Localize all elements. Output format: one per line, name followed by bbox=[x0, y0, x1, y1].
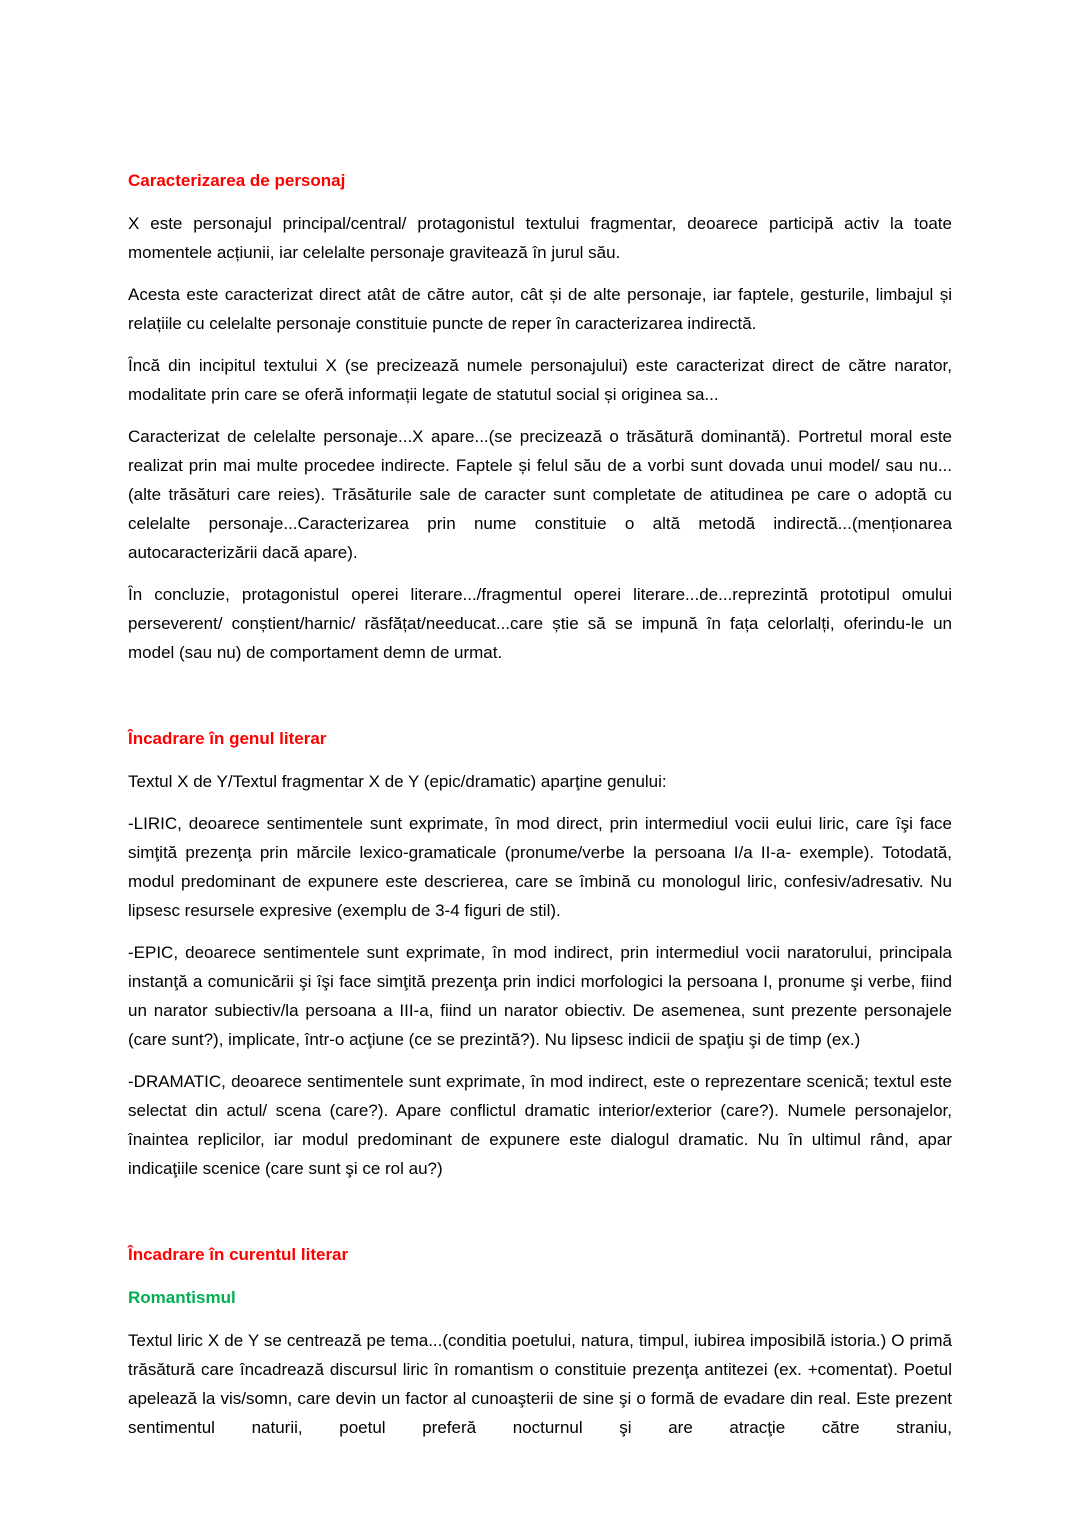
subsection-heading-romantismul: Romantismul bbox=[128, 1288, 236, 1307]
paragraph-epic: -EPIC, deoarece sentimentele sunt exprimate, în mod indirect, prin intermediul vocii naratorului, principala instanţă a comunicării şi îşi face simţită prezenţa prin indici morfologici la persoana I, pronume şi verbe, fiind un narator subiectiv/la persoana a III-a, fiind un narator obiectiv. De asemenea, sunt prezente personajele (care sunt?), implicate, într-o acţiune (ce se prezintă?). Nu lipsesc indicii de spaţiu şi de timp (ex.) bbox=[128, 943, 952, 1049]
section-incadrare-gen-literar bbox=[128, 724, 952, 1183]
paragraph: Caracterizat de celelalte personaje...X apare...(se precizează o trăsătură dominantă). Portretul moral este realizat prin mai multe procedee indirecte. Faptele și felul său de a vorbi sunt dovada unui model/ sau nu...(alte trăsături care reies). Trăsăturile sale de caracter sunt completate de atitudinea pe care o adoptă cu celelalte personaje...Caracterizarea prin nume constituie o altă metodă indirectă...(menționarea autocaracterizării dacă apare). bbox=[128, 427, 952, 562]
section-heading-curent-literar: Încadrare în curentul literar bbox=[128, 1245, 349, 1264]
section-heading-gen-literar: Încadrare în genul literar bbox=[128, 729, 327, 748]
paragraph-liric: -LIRIC, deoarece sentimentele sunt exprimate, în mod direct, prin intermediul vocii eului liric, care îşi face simţită prezenţa prin mărcile lexico-gramaticale (pronume/verbe la persoana I/a II-a- exemple). Totodată, modul predominant de expunere este descrierea, care se îmbină cu monologul liric, confesiv/adresativ. Nu lipsesc resursele expresive (exemplu de 3-4 figuri de stil). bbox=[128, 814, 952, 920]
section-heading-caracterizarea: Caracterizarea de personaj bbox=[128, 171, 346, 190]
paragraph-romantism: Textul liric X de Y se centrează pe tema...(conditia poetului, natura, timpul, iubirea imposibilă istoria.) O primă trăsătură care încadrează discursul liric în romantism o constituie prezenţa antitezei (ex. +comentat). Poetul apelează la vis/somn, care devin un factor al cunoaşterii de sine şi o formă de evadare din real. Este prezent sentimentul naturii, poetul preferă nocturnul şi are atracţie către straniu, bbox=[128, 1331, 952, 1437]
section-caracterizarea-de-personaj bbox=[128, 166, 952, 667]
document-page bbox=[128, 0, 952, 1442]
paragraph: În concluzie, protagonistul operei literare.../fragmentul operei literare...de...reprezintă prototipul omului perseverent/ conștient/harnic/ răsfățat/needucat...care știe să se impună în fața celorlalți, oferindu-le un model (sau nu) de comportament demn de urmat. bbox=[128, 585, 952, 662]
paragraph: X este personajul principal/central/ protagonistul textului fragmentar, deoarece participă activ la toate momentele acțiunii, iar celelalte personaje gravitează în jurul său. bbox=[128, 214, 952, 262]
paragraph: Textul X de Y/Textul fragmentar X de Y (epic/dramatic) aparţine genului: bbox=[128, 772, 667, 791]
section-incadrare-curent-literar bbox=[128, 1240, 952, 1442]
paragraph: Acesta este caracterizat direct atât de către autor, cât și de alte personaje, iar faptele, gesturile, limbajul și relațiile cu celelalte personaje constituie puncte de reper în caracterizarea indirectă. bbox=[128, 285, 952, 333]
paragraph-dramatic: -DRAMATIC, deoarece sentimentele sunt exprimate, în mod indirect, este o reprezentare scenică; textul este selectat din actul/ scena (care?). Apare conflictul dramatic interior/exterior (care?). Numele personajelor, înaintea replicilor, iar modul predominant de expunere este dialogul dramatic. Nu în ultimul rând, apar indicaţiile scenice (care sunt şi ce rol au?) bbox=[128, 1072, 952, 1178]
paragraph: Încă din incipitul textului X (se precizează numele personajului) este caracterizat direct de către narator, modalitate prin care se oferă informații legate de statutul social și originea sa... bbox=[128, 356, 952, 404]
